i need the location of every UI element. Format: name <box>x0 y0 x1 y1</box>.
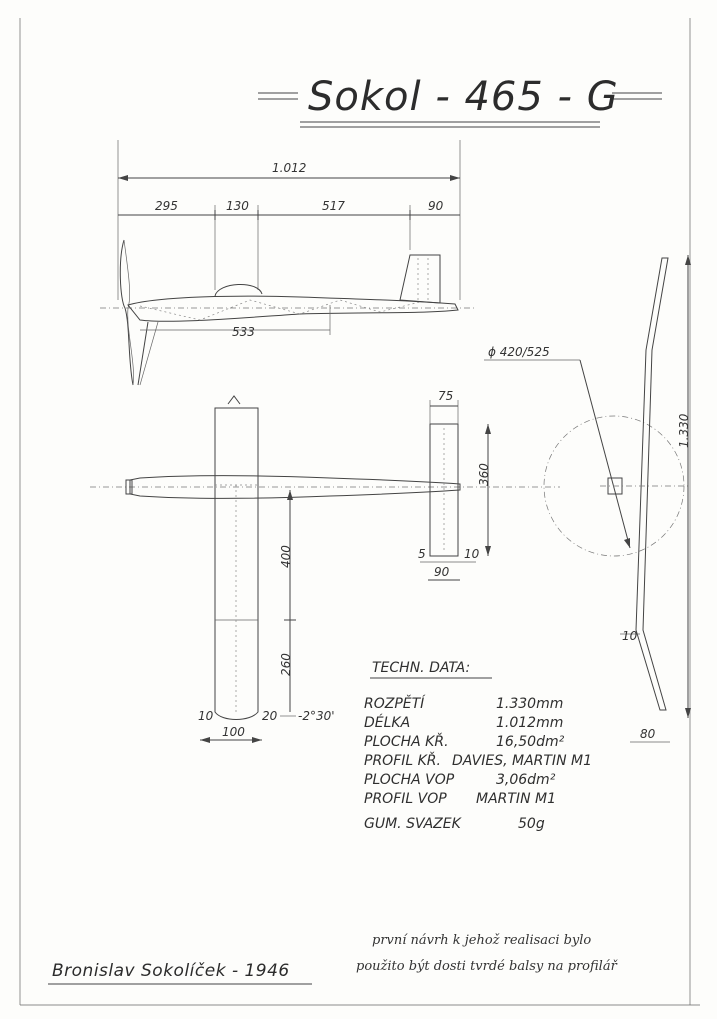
note-line-1: první návrh k jehož realisaci bylo <box>372 933 592 948</box>
tech-label: GUM. SVAZEK <box>364 816 461 832</box>
dim-wing-outer: 260 <box>279 653 293 676</box>
side-fin <box>400 255 440 303</box>
dim-cg: 533 <box>232 325 255 339</box>
dim-seg-2: 130 <box>226 199 249 213</box>
dim-stab-tip-offset: 10 <box>464 547 480 561</box>
tech-label: PLOCHA VOP <box>364 772 455 788</box>
tech-value: 16,50dm² <box>496 734 565 750</box>
note-line-2: použito být dosti tvrdé balsy na profilář <box>356 959 617 974</box>
tech-label: PLOCHA KŘ. <box>364 734 449 750</box>
tech-label: DÉLKA <box>364 715 411 731</box>
dim-prop-diameter: ϕ 420/525 <box>488 345 550 359</box>
front-view <box>484 255 691 742</box>
tech-value: 3,06dm² <box>496 772 556 788</box>
dim-dihedral: 10 <box>622 629 638 643</box>
dim-wing-tip-chord: 100 <box>222 725 245 739</box>
dim-washout: -2°30' <box>298 709 335 723</box>
drawing-title: Sokol - 465 - G <box>308 74 619 120</box>
tech-value: MARTIN M1 <box>476 791 556 807</box>
top-wing <box>215 408 258 720</box>
tech-data-block <box>364 660 592 832</box>
dim-stab-chord: 75 <box>438 389 454 403</box>
tech-label: ROZPĚTÍ <box>364 696 425 712</box>
side-view <box>100 140 475 385</box>
dim-stab-span: 360 <box>477 463 491 486</box>
author-signature: Bronislav Sokolíček - 1946 <box>52 961 290 981</box>
dim-seg-4: 90 <box>428 199 444 213</box>
dim-total-length: 1.012 <box>272 161 307 175</box>
dim-wing-inner: 400 <box>279 545 293 568</box>
dim-seg-3: 517 <box>322 199 345 213</box>
dim-wing-tip-left: 10 <box>198 709 214 723</box>
dim-seg-1: 295 <box>155 199 178 213</box>
top-view <box>90 389 560 743</box>
dim-tip: 80 <box>640 727 656 741</box>
tech-value: 50g <box>518 816 545 832</box>
note-block <box>356 933 619 974</box>
title-block <box>258 74 662 127</box>
tech-value: 1.012mm <box>496 715 564 731</box>
front-wing <box>636 258 668 710</box>
tech-label: PROFIL VOP <box>364 791 447 807</box>
side-fuselage <box>128 296 458 321</box>
dim-stab-root-chord: 90 <box>434 565 450 579</box>
tech-label: PROFIL KŘ. <box>364 753 441 769</box>
author-block <box>48 961 312 984</box>
dim-wing-tip-right: 20 <box>262 709 278 723</box>
dim-stab-root-offset: 5 <box>418 547 426 561</box>
dim-span: 1.330 <box>677 413 691 448</box>
tech-value: DAVIES, MARTIN M1 <box>452 753 592 769</box>
tech-heading: TECHN. DATA: <box>372 660 471 676</box>
tech-value: 1.330mm <box>496 696 564 712</box>
